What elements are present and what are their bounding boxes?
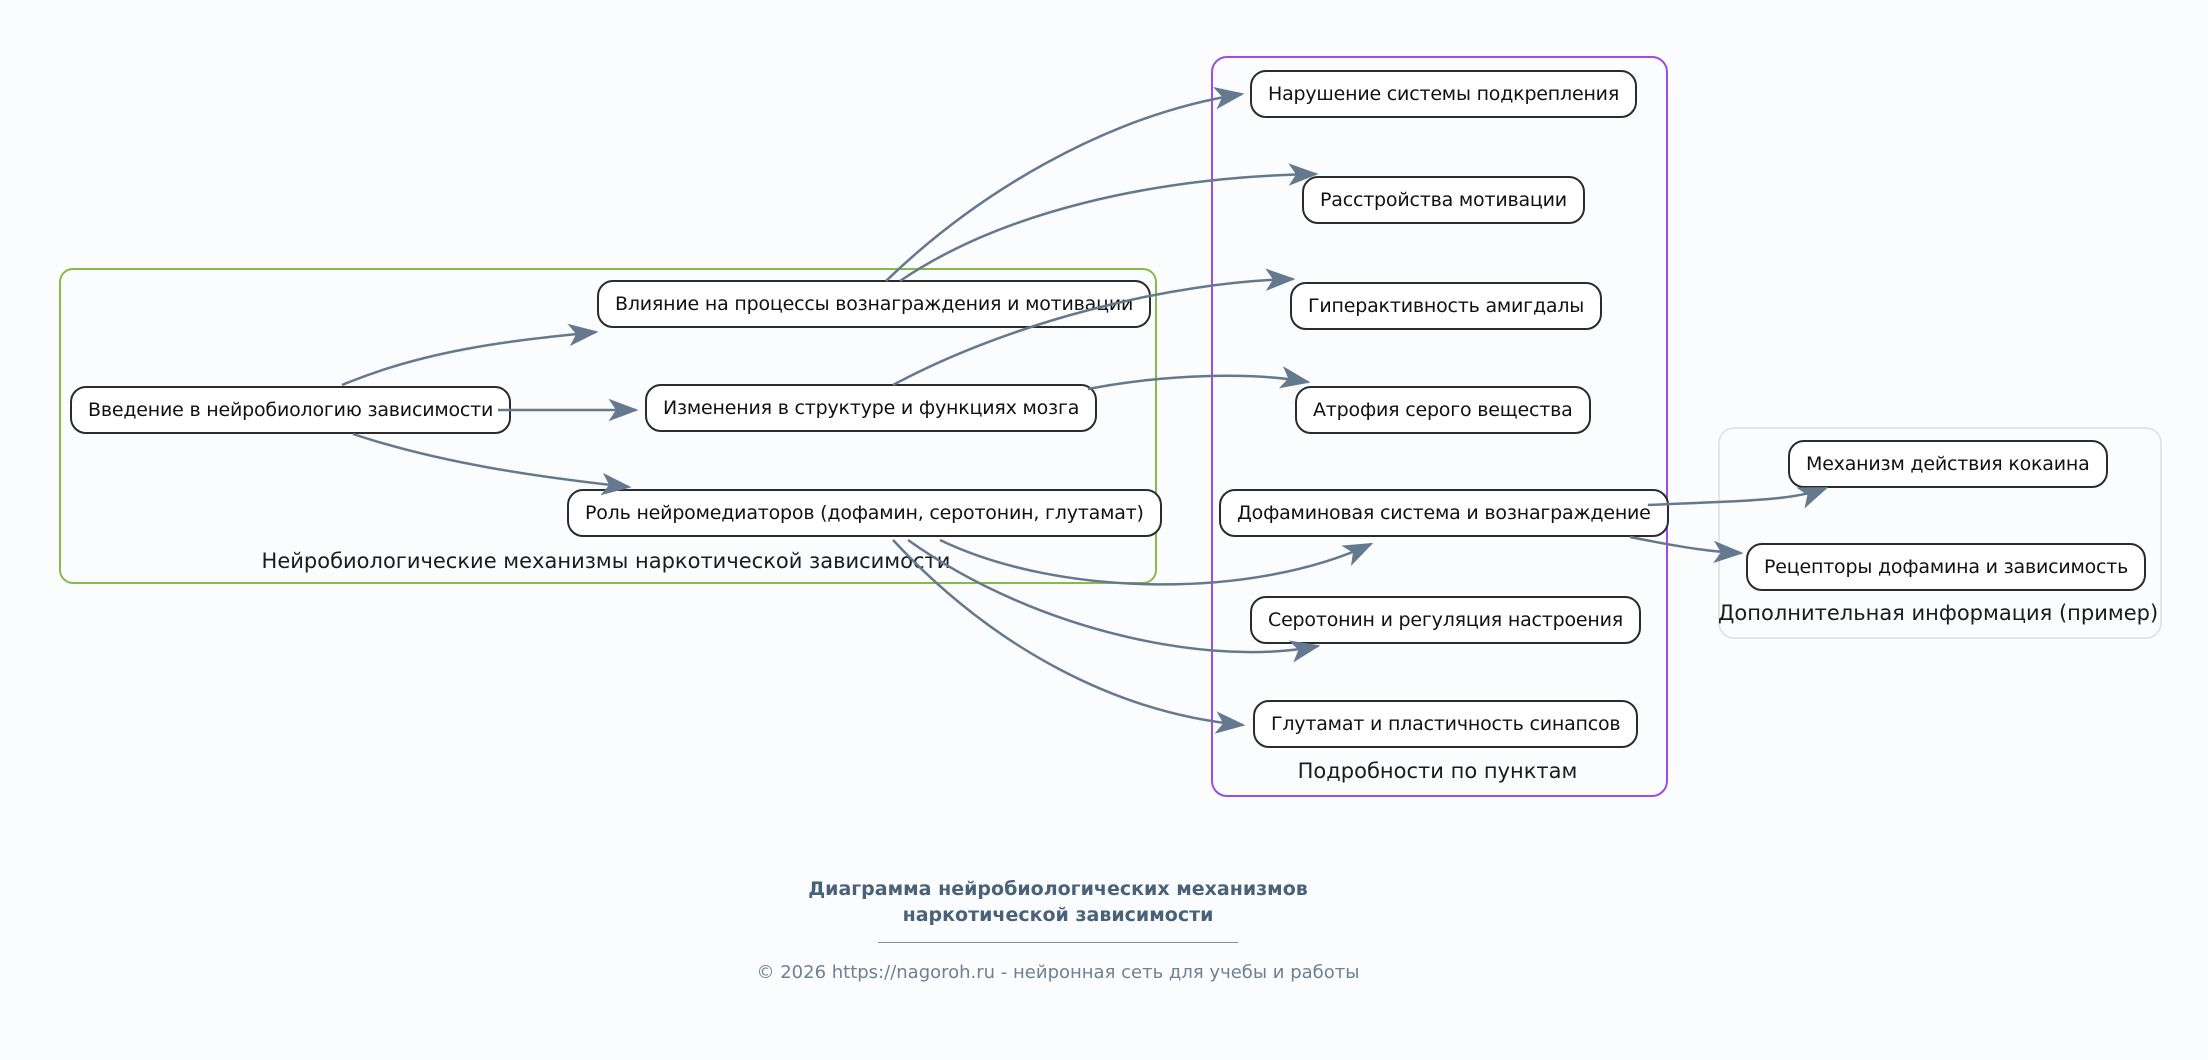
node-motivation: Расстройства мотивации	[1302, 176, 1585, 224]
node-atrophy: Атрофия серого вещества	[1295, 386, 1591, 434]
node-cocaine: Механизм действия кокаина	[1788, 440, 2108, 488]
diagram-title-line1: Диаграмма нейробиологических механизмов	[808, 878, 1308, 900]
node-amygdala: Гиперактивность амигдалы	[1290, 282, 1602, 330]
diagram-title-line2: наркотической зависимости	[902, 904, 1214, 926]
node-role: Роль нейромедиаторов (дофамин, серотонин, глутамат)	[567, 489, 1162, 537]
node-changes: Изменения в структуре и функциях мозга	[645, 384, 1097, 432]
diagram-title	[658, 876, 1458, 928]
node-glutamate: Глутамат и пластичность синапсов	[1253, 700, 1638, 748]
node-dopamine: Дофаминовая система и вознаграждение	[1219, 489, 1669, 537]
copyright-footer: © 2026 https://nagoroh.ru - нейронная сеть для учебы и работы	[756, 962, 1360, 983]
group-extra-label: Дополнительная информация (пример)	[1718, 601, 2159, 625]
node-influence: Влияние на процессы вознаграждения и мотивации	[597, 280, 1151, 328]
node-disruption: Нарушение системы подкрепления	[1250, 70, 1637, 118]
edge-influence-disruption	[886, 94, 1242, 281]
caption-divider	[878, 942, 1238, 943]
node-serotonin: Серотонин и регуляция настроения	[1250, 596, 1641, 644]
node-intro: Введение в нейробиологию зависимости	[70, 386, 511, 434]
group-main-label: Нейробиологические механизмы наркотической зависимости	[261, 549, 951, 573]
node-receptors: Рецепторы дофамина и зависимость	[1746, 543, 2146, 591]
group-details-label: Подробности по пунктам	[1297, 759, 1578, 783]
